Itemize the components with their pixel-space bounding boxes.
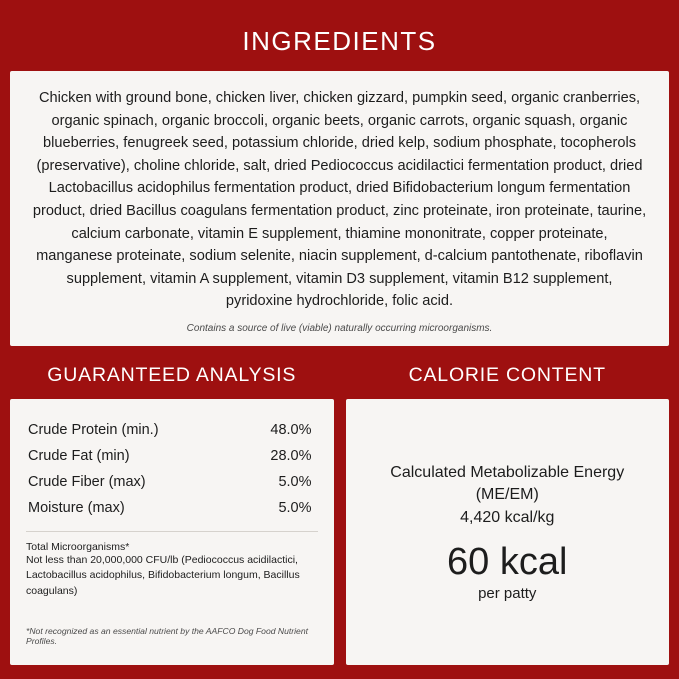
guaranteed-analysis-footnote: *Not recognized as an essential nutrient by the AAFCO Dog Food Nutrient Profiles. — [26, 626, 308, 647]
nutrient-value: 5.0% — [278, 474, 312, 491]
metabolizable-energy-value: 4,420 kcal/kg — [460, 509, 555, 527]
table-row — [26, 469, 318, 495]
guaranteed-analysis-panel — [10, 399, 334, 665]
guaranteed-analysis-table — [26, 417, 318, 521]
calories-per-patty-value: 60 kcal — [447, 541, 568, 584]
nutrient-value: 48.0% — [270, 422, 312, 439]
divider — [26, 531, 318, 532]
guaranteed-analysis-title: GUARANTEED ANALYSIS — [47, 364, 297, 387]
nutrient-label: Moisture (max) — [28, 500, 125, 517]
microorganisms-body: Not less than 20,000,000 CFU/lb (Pediococcus acidilactici, Lactobacillus acidophilus, Bifidobacterium longum, Bacillus coagulans) — [26, 554, 300, 597]
ingredients-body: Chicken with ground bone, chicken liver, chicken gizzard, pumpkin seed, organic cranberries, organic spinach, organic broccoli, organic beets, organic carrots, organic squash, organic blueberries, fenugreek seed, potassium chloride, dried kelp, sodium phosphate, tocopherols (preservative), choline chloride, salt, dried Pediococcus acidilactici fermentation product, dried Lactobacillus acidophilus fermentation product, dried Bifidobacterium longum fermentation product, dried Bacillus coagulans fermentation product, zinc proteinate, iron proteinate, taurine, calcium carbonate, vitamin E supplement, thiamine mononitrate, copper proteinate, manganese proteinate, sodium selenite, niacin supplement, d-calcium pantothenate, riboflavin supplement, vitamin A supplement, vitamin D3 supplement, vitamin B12 supplement, pyridoxine hydrochloride, folic acid. — [32, 90, 647, 310]
calories-per-patty-label: per patty — [478, 585, 537, 603]
calorie-content-panel — [346, 399, 670, 665]
microorganisms-title: Total Microorganisms* — [26, 541, 130, 554]
calorie-content-section — [346, 364, 670, 679]
guaranteed-analysis-section — [10, 364, 334, 679]
metabolizable-energy-label: Calculated Metabolizable Energy (ME/EM) — [390, 464, 625, 503]
ingredients-card — [10, 71, 669, 346]
table-row — [26, 443, 318, 469]
nutrient-value: 5.0% — [278, 500, 312, 517]
nutrient-value: 28.0% — [270, 448, 312, 465]
table-row — [26, 417, 318, 443]
nutrient-label: Crude Fat (min) — [28, 448, 130, 465]
nutrient-label: Crude Fiber (max) — [28, 474, 146, 491]
table-row — [26, 495, 318, 521]
ingredients-title: INGREDIENTS — [242, 26, 437, 56]
nutrient-label: Crude Protein (min.) — [28, 422, 159, 439]
lower-sections — [10, 364, 669, 679]
calorie-content-title: CALORIE CONTENT — [408, 364, 606, 387]
ingredients-note: Contains a source of live (viable) naturally occurring microorganisms. — [186, 323, 493, 335]
